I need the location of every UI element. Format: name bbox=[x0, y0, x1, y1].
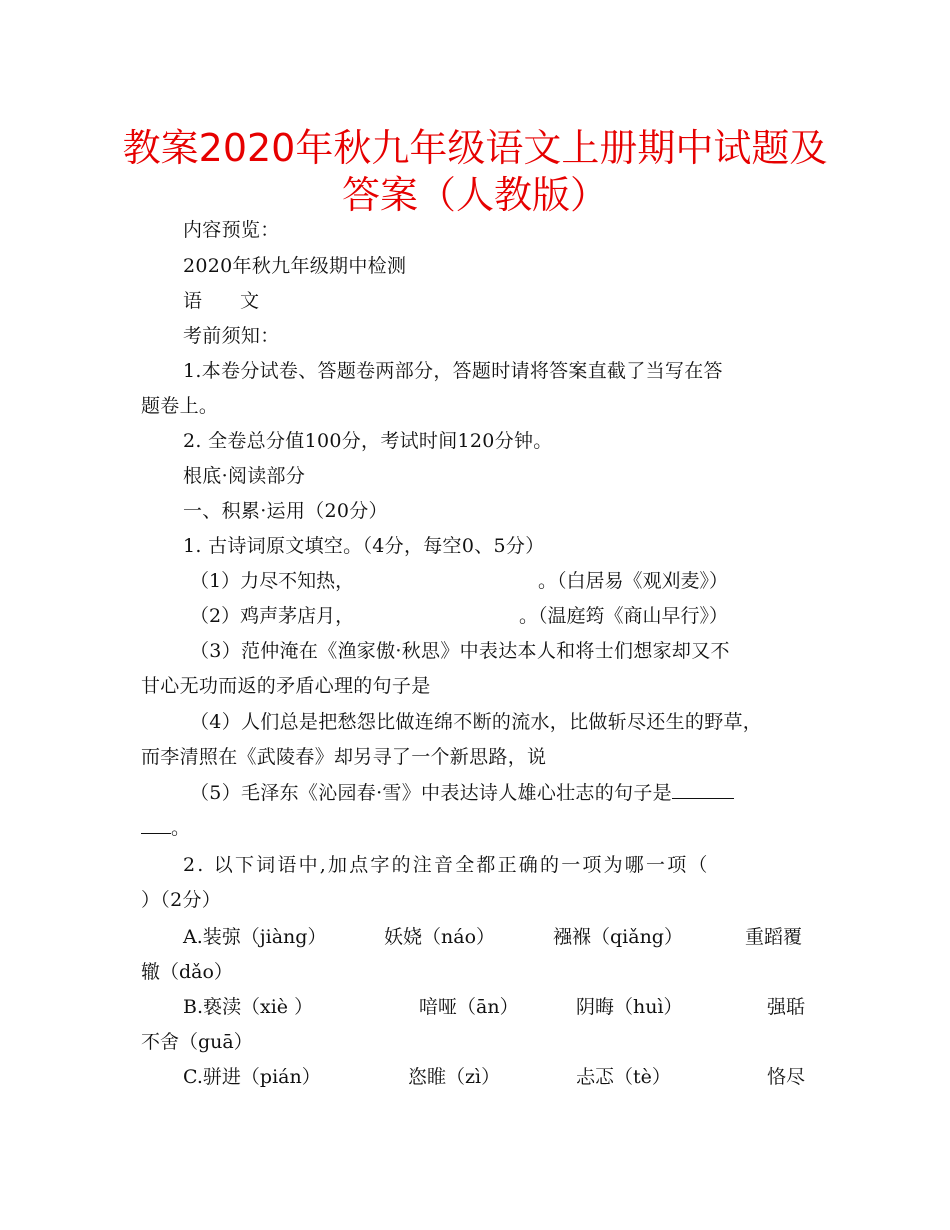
option-b-word-4: 强聒 bbox=[767, 996, 806, 1018]
answer-blank bbox=[672, 780, 734, 799]
exam-name: 2020年秋九年级期中检测 bbox=[183, 255, 407, 277]
option-a-word-4: 重蹈覆 bbox=[745, 926, 803, 948]
option-b-word-3: 阴晦（huì） bbox=[576, 996, 683, 1018]
q1-item-5-line-1 bbox=[190, 780, 734, 805]
option-b-word-2: 喑哑（ān） bbox=[419, 996, 519, 1018]
q1-item-3-line-1: （3）范仲淹在《渔家傲·秋思》中表达本人和将士们想家却又不 bbox=[190, 640, 730, 662]
note-1-line-1: 1.本卷分试卷、答题卷两部分，答题时请将答案直截了当写在答 bbox=[183, 360, 723, 382]
q1-item-4-line-1: （4）人们总是把愁怨比做连绵不断的流水，比做斩尽还生的野草， bbox=[190, 711, 763, 733]
note-2: 2. 全卷总分值100分，考试时间120分钟。 bbox=[183, 430, 553, 452]
option-a-word-4-cont: 辙（dǎo） bbox=[141, 961, 233, 983]
preview-label: 内容预览： bbox=[183, 219, 280, 241]
section-part-1: 一、积累·运用（20分） bbox=[183, 500, 388, 522]
q1-item-1-prefix: （1）力尽不知热， bbox=[190, 570, 355, 592]
q1-item-1-source: 。（白居易《观刈麦》） bbox=[538, 570, 729, 592]
q1-item-2-prefix: （2）鸡声茅店月， bbox=[190, 605, 355, 627]
option-c-word-4: 恪尽 bbox=[767, 1066, 806, 1088]
question-2-stem-line-2: ）（2分） bbox=[141, 889, 222, 911]
option-c-word-3: 忐忑（tè） bbox=[576, 1066, 671, 1088]
document-title-line-1: 教案2020年秋九年级语文上册期中试题及 bbox=[122, 126, 828, 170]
question-2-stem-line-1: 2. 以下词语中,加点字的注音全都正确的一项为哪一项（ bbox=[183, 854, 710, 876]
document-title-line-2: 答案（人教版） bbox=[341, 173, 608, 217]
note-1-line-2: 题卷上。 bbox=[141, 395, 219, 417]
subject-char-1: 语 bbox=[183, 290, 203, 312]
answer-blank-continued bbox=[141, 815, 171, 834]
subject-char-2: 文 bbox=[240, 290, 260, 312]
option-c-word-1: C.骈进（pián） bbox=[183, 1066, 321, 1088]
notice-heading: 考前须知： bbox=[183, 325, 280, 347]
option-b-word-1: B.亵渎（xiè ） bbox=[183, 996, 314, 1018]
q1-item-4-line-2: 而李清照在《武陵春》却另寻了一个新思路，说 bbox=[141, 746, 547, 768]
option-c-word-2: 恣睢（zì） bbox=[408, 1066, 501, 1088]
option-a-word-3: 襁褓（qiǎng） bbox=[553, 926, 683, 948]
q1-item-3-line-2: 甘心无功而返的矛盾心理的句子是 bbox=[141, 675, 431, 697]
q1-item-5-text: （5）毛泽东《沁园春·雪》中表达诗人雄心壮志的句子是 bbox=[190, 782, 672, 804]
option-a-word-2: 妖娆（náo） bbox=[384, 926, 496, 948]
question-1-stem: 1. 古诗词原文填空。（4分，每空0、5分） bbox=[183, 535, 545, 557]
option-b-word-4-cont: 不舍（guā） bbox=[141, 1031, 253, 1053]
q1-item-2-source: 。（温庭筠《商山早行》） bbox=[519, 605, 729, 627]
section-base: 根底·阅读部分 bbox=[183, 465, 306, 487]
q1-item-5-end: 。 bbox=[171, 817, 191, 839]
q1-item-5-line-2 bbox=[141, 815, 190, 840]
option-a-word-1: A.装弶（jiàng） bbox=[183, 926, 327, 948]
